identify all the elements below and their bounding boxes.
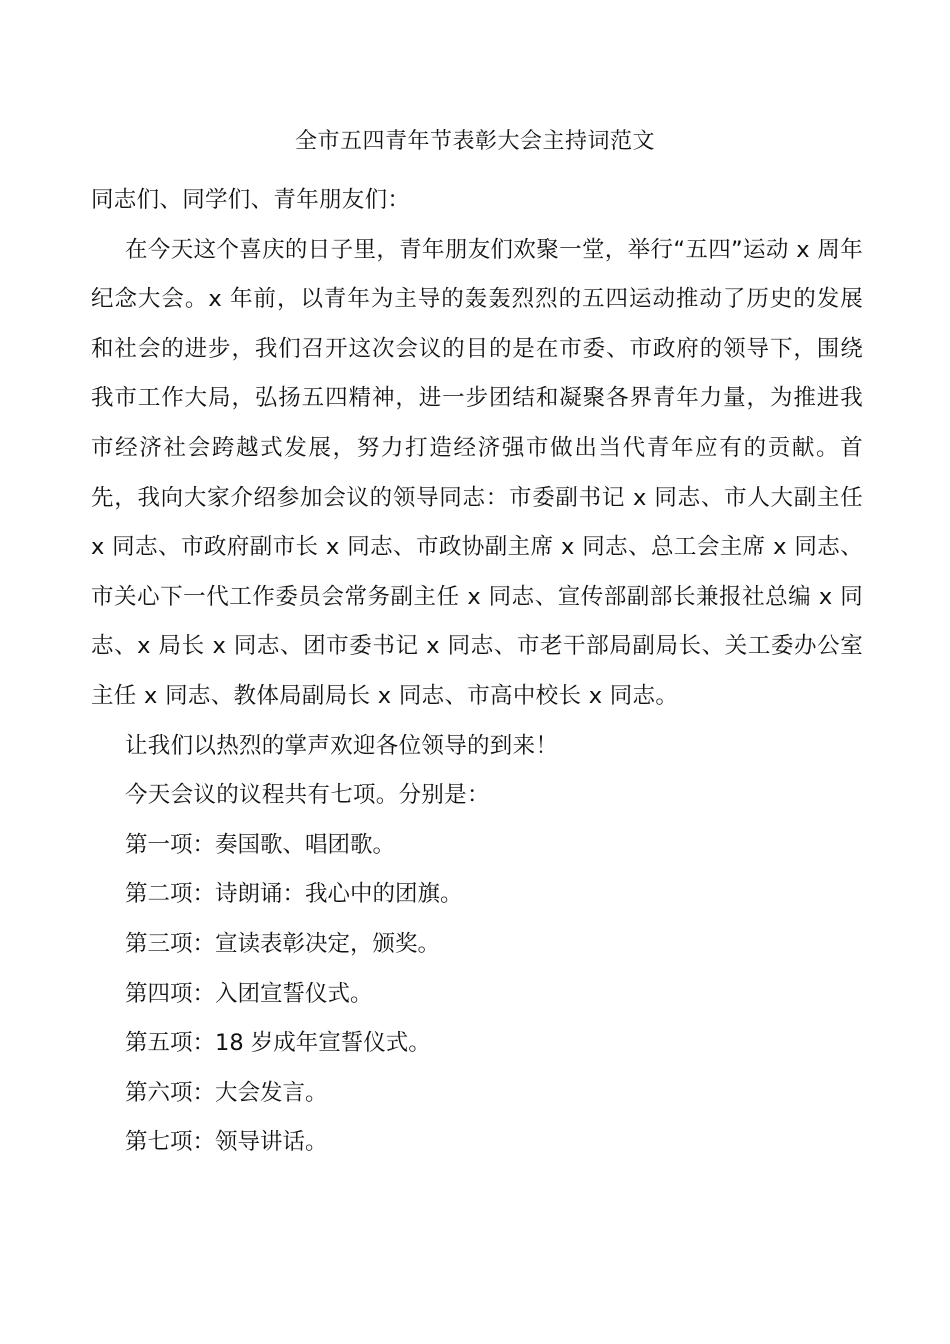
agenda-intro: 今天会议的议程共有七项。分别是： [125,782,490,809]
agenda-item-3: 第三项：宣读表彰决定，颁奖。 [125,930,441,957]
opening-paragraph: 在今天这个喜庆的日子里，青年朋友们欢聚一堂，举行“五四”运动 x 周年纪念大会。x 年前，以青年为主导的轰轰烈烈的五四运动推动了历史的发展和社会的进步，我们召开这次会议的目的是在市委、市政府的领导下，围绕我市工作大局，弘扬五四精神，进一步团结和凝聚各界青年力量，为推进我市经济社会跨越式发展，努力打造经济强市做出当代青年应有的贡献。首先，我向大家介绍参加会议的领导同志：市委副书记 x 同志、市人大副主任 x 同志、市政府副市长 x 同志、市政协副主席 x 同志、总工会主席 x 同志、市关心下一代工作委员会常务副主任 x 同志、宣传部副部长兼报社总编 x 同志、x 局长 x 同志、团市委书记 x 同志、市老干部局副局长、关工委办公室主任 x 同志、教体局副局长 x 同志、市高中校长 x 同志。 [91,236,863,709]
document-title: 全市五四青年节表彰大会主持词范文 [294,129,655,154]
document-body [91,176,863,1168]
agenda-item-4: 第四项：入团宣誓仪式。 [125,980,373,1007]
agenda-item-7: 第七项：领导讲话。 [125,1129,328,1156]
salutation: 同志们、同学们、青年朋友们： [91,187,411,213]
agenda-item-1: 第一项：奏国歌、唱团歌。 [125,831,396,858]
agenda-item-2: 第二项：诗朗诵：我心中的团旗。 [125,881,463,908]
agenda-item-6: 第六项：大会发言。 [125,1079,328,1106]
welcome-paragraph: 让我们以热烈的掌声欢迎各位领导的到来！ [125,732,559,759]
agenda-item-5: 第五项：18 岁成年宣誓仪式。 [125,1030,431,1057]
